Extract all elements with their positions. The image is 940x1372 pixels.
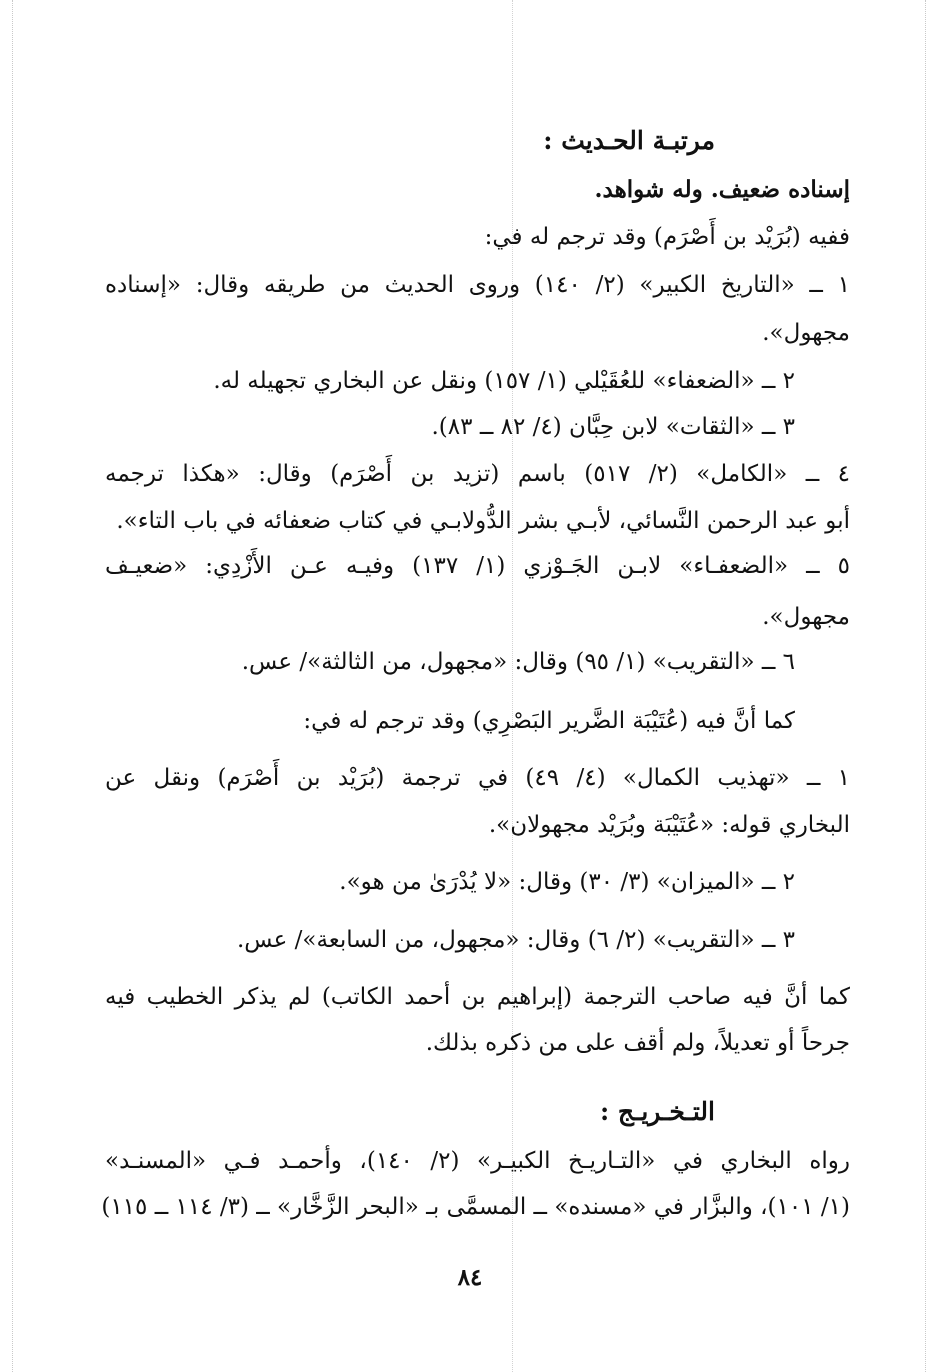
text-line: مجهول». bbox=[762, 604, 850, 630]
scan-guide-line bbox=[925, 0, 926, 1372]
text-line: ٣ ــ «الثقات» لابن حِبَّان (٤/ ٨٢ ــ ٨٣). bbox=[431, 414, 795, 440]
text-line: ١ ــ «تهذيب الكمال» (٤/ ٤٩) في ترجمة (بُرَيْد بن أَصْرَم) ونقل عن bbox=[105, 765, 851, 791]
text-line: ٢ ــ «الضعفاء» للعُقَيْلي (١/ ١٥٧) ونقل عن البخاري تجهيله له. bbox=[213, 368, 795, 394]
text-line: ٣ ــ «التقريب» (٢/ ٦) وقال: «مجهول، من السابعة»/ عس. bbox=[236, 927, 795, 953]
text-line: جرحاً أو تعديلاً، ولم أقف على من ذكره بذلك. bbox=[425, 1030, 850, 1056]
text-line: كما أنَّ فيه صاحب الترجمة (إبراهيم بن أحمد الكاتب) لم يذكر الخطيب فيه bbox=[105, 984, 850, 1010]
text-line: ٦ ــ «التقريب» (١/ ٩٥) وقال: «مجهول، من الثالثة»/ عس. bbox=[241, 649, 795, 675]
text-line: ففيه (بُرَيْد بن أَصْرَم) وقد ترجم له في: bbox=[484, 224, 850, 250]
text-line: مجهول». bbox=[762, 320, 850, 346]
text-line: ٢ ــ «الميزان» (٣/ ٣٠) وقال: «لا يُدْرَىٰ من هو». bbox=[339, 869, 795, 895]
text-line: أبو عبد الرحمن النَّسائي، لأبـي بشر الدُّولابـي في كتاب ضعفائه في باب التاء». bbox=[116, 508, 850, 534]
page-number: ٨٤ bbox=[457, 1264, 483, 1291]
scan-guide-line bbox=[12, 0, 13, 1372]
text-line: إسناده ضعيف. وله شواهد. bbox=[594, 176, 850, 203]
text-line: ١ ــ «التاريخ الكبير» (٢/ ١٤٠) وروى الحديث من طريقه وقال: «إسناده bbox=[105, 272, 851, 298]
text-line: البخاري قوله: «عُتَيْبَة وبُرَيْد مجهولان». bbox=[488, 812, 850, 838]
section-heading-takhrij: التـخـريـج : bbox=[599, 1097, 715, 1126]
text-line: (١/ ١٠١)، والبزَّار في «مسنده» ــ المسمَّى بـ «البحر الزَّخَّار» ــ (٣/ ١١٤ ــ ١١٥) bbox=[101, 1194, 850, 1220]
text-line: ٥ ــ «الضعفـاء» لابـن الجَـوْزي (١/ ١٣٧) وفيـه عـن الأَزْدِي: «ضعيـف bbox=[105, 553, 851, 579]
text-line: رواه البخاري في «التـاريـخ الكبيـر» (٢/ ١٤٠)، وأحمـد فـي «المسنـد» bbox=[105, 1148, 850, 1174]
text-line: ٤ ــ «الكامل» (٢/ ٥١٧) باسم (تزيد بن أَصْرَم) وقال: «هكذا ترجمه bbox=[105, 461, 850, 487]
text-line: كما أنَّ فيه (عُتَيْبَة الضَّرير البَصْرِي) وقد ترجم له في: bbox=[303, 708, 795, 734]
section-heading-rank: مرتبـة الحـديث : bbox=[543, 126, 715, 155]
